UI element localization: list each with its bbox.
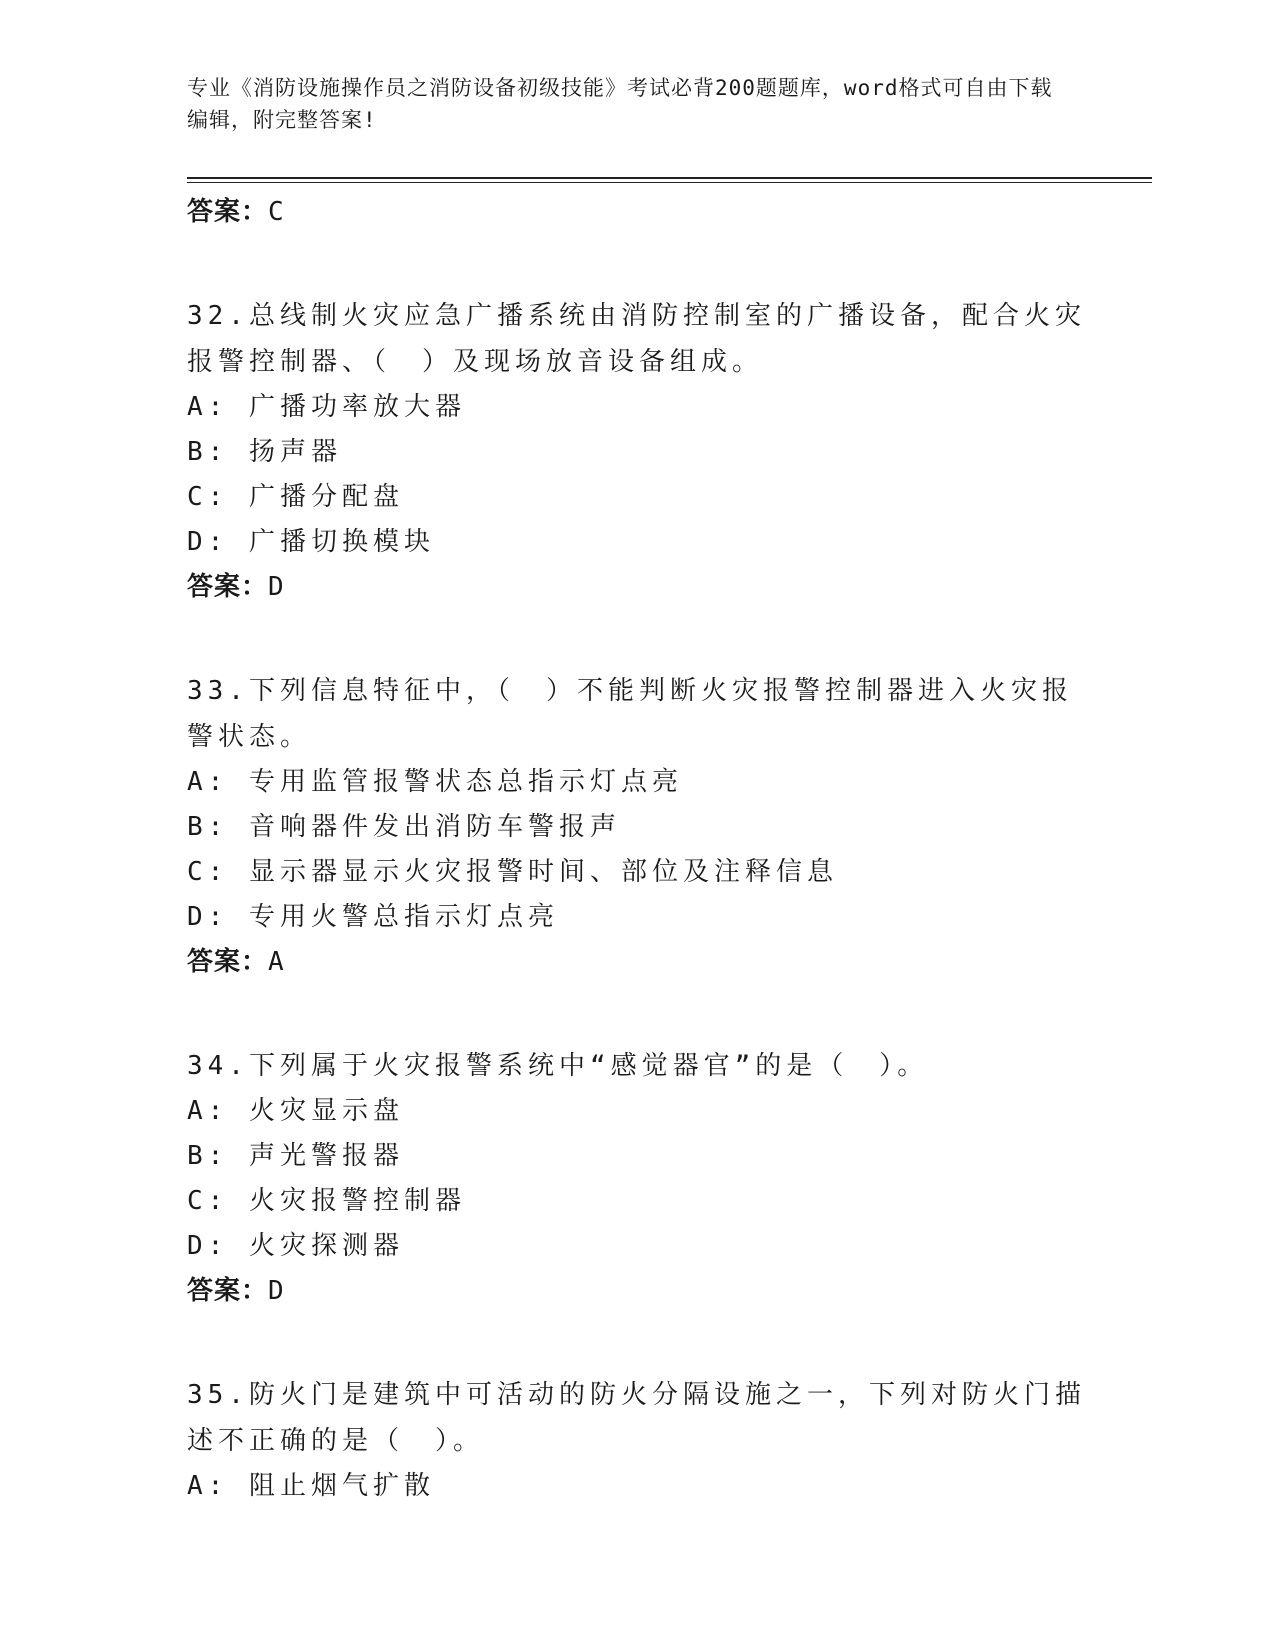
answer-label: 答案： — [187, 947, 269, 977]
question-34 — [187, 1043, 1087, 1313]
option-b: B: 声光警报器 — [187, 1141, 404, 1171]
option-a: A: 阻止烟气扩散 — [187, 1471, 435, 1501]
document-body — [187, 190, 1087, 1509]
option-c: C: 显示器显示火灾报警时间、部位及注释信息 — [187, 857, 838, 887]
answer-line — [187, 1269, 1087, 1313]
answer-value: D — [268, 1276, 285, 1306]
answer-line — [187, 190, 1087, 234]
answer-value: C — [268, 197, 285, 227]
option-a: A: 火灾显示盘 — [187, 1096, 404, 1126]
question-text: 32.总线制火灾应急广播系统由消防控制室的广播设备，配合火灾报警控制器、（ ）及现场放音设备组成。 — [187, 301, 1086, 377]
option-b: B: 扬声器 — [187, 437, 342, 467]
answer-line — [187, 565, 1087, 609]
page-header: 专业《消防设施操作员之消防设备初级技能》考试必背200题题库，word格式可自由下载编辑，附完整答案! — [187, 76, 1053, 132]
header-divider — [187, 177, 1152, 183]
question-32 — [187, 293, 1087, 609]
option-c: C: 火灾报警控制器 — [187, 1186, 466, 1216]
question-text: 34.下列属于火灾报警系统中“感觉器官”的是（ ）。 — [187, 1051, 929, 1081]
option-a: A: 专用监管报警状态总指示灯点亮 — [187, 767, 683, 797]
option-d: D: 专用火警总指示灯点亮 — [187, 902, 559, 932]
answer-label: 答案： — [187, 1276, 269, 1306]
answer-value: A — [268, 947, 285, 977]
answer-label: 答案： — [187, 197, 269, 227]
option-b: B: 音响器件发出消防车警报声 — [187, 812, 621, 842]
option-d: D: 广播切换模块 — [187, 527, 435, 557]
answer-label: 答案： — [187, 572, 269, 602]
question-text: 33.下列信息特征中，（ ）不能判断火灾报警控制器进入火灾报警状态。 — [187, 676, 1073, 752]
option-a: A: 广播功率放大器 — [187, 392, 466, 422]
question-text: 35.防火门是建筑中可活动的防火分隔设施之一，下列对防火门描述不正确的是（ ）。 — [187, 1380, 1086, 1456]
answer-value: D — [268, 572, 285, 602]
option-c: C: 广播分配盘 — [187, 482, 404, 512]
option-d: D: 火灾探测器 — [187, 1231, 404, 1261]
question-33 — [187, 668, 1087, 984]
question-35 — [187, 1372, 1087, 1509]
answer-line — [187, 940, 1087, 984]
